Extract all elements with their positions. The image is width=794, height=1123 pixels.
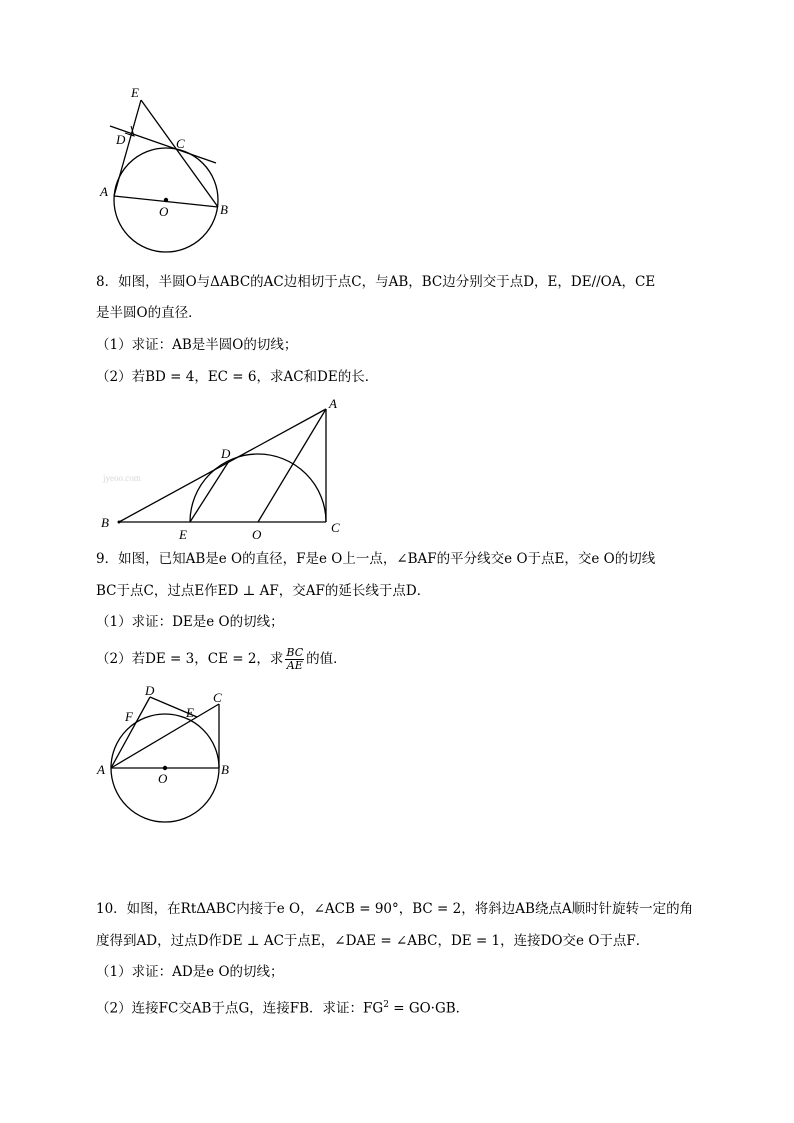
figure-1-label-b: B bbox=[220, 202, 228, 217]
figure-1-label-d: D bbox=[116, 132, 126, 147]
figure-q9-label-o: O bbox=[158, 771, 168, 786]
q9-fraction-denominator: AE bbox=[286, 659, 303, 672]
figure-1-line-eb bbox=[141, 100, 218, 207]
q9-fraction bbox=[285, 647, 304, 672]
figure-q8-label-e: E bbox=[179, 527, 187, 542]
q10-sub2-suffix: = GO·GB． bbox=[388, 1000, 470, 1017]
figure-q9-label-a: A bbox=[97, 762, 105, 777]
q8-sub1: （1）求证：AB是半圆O的切线； bbox=[96, 337, 298, 353]
figure-q8-label-o: O bbox=[252, 527, 262, 542]
figure-q9-line-ad bbox=[111, 697, 150, 768]
figure-1-label-e: E bbox=[131, 85, 139, 100]
q8-line1: 8．如图，半圆O与ΔABC的AC边相切于点C，与AB，BC边分别交于点D，E，DE//OA，CE bbox=[96, 274, 656, 290]
figure-q8-point-b bbox=[118, 521, 121, 524]
figure-1-center-dot bbox=[164, 198, 168, 202]
figure-1-label-a: A bbox=[100, 184, 108, 199]
figure-q8-line-oa bbox=[258, 409, 326, 522]
figure-q8-line-ed bbox=[190, 461, 229, 522]
figure-1 bbox=[90, 80, 230, 260]
q8-sub2: （2）若BD = 4，EC = 6，求AC和DE的长． bbox=[96, 369, 379, 385]
figure-q9-label-d: D bbox=[145, 683, 155, 698]
figure-q8-semicircle bbox=[190, 454, 326, 522]
q10-sub1: （1）求证：AD是e O的切线； bbox=[96, 964, 284, 980]
q10-sub2 bbox=[96, 996, 469, 1018]
figure-q9-label-c: C bbox=[213, 690, 222, 705]
q9-fraction-numerator: BC bbox=[286, 646, 304, 659]
q8-line2: 是半圆O的直径． bbox=[96, 305, 202, 321]
q9-line2: BC于点C，过点E作ED ⊥ AF，交AF的延长线于点D． bbox=[96, 583, 431, 599]
q10-line2: 度得到AD，过点D作DE ⊥ AC于点E，∠DAE = ∠ABC，DE = 1，连接DO交e O于点F． bbox=[96, 933, 650, 949]
figure-1-label-o: O bbox=[159, 204, 169, 219]
q9-sub1: （1）求证：DE是e O的切线； bbox=[96, 614, 284, 630]
q10-sub2-superscript: 2 bbox=[383, 1000, 389, 1010]
figure-q8-label-a: A bbox=[329, 396, 337, 411]
figure-q8-label-c: C bbox=[331, 520, 340, 535]
figure-q8-watermark: jyeoo.com bbox=[103, 473, 141, 483]
figure-q9-center-dot bbox=[163, 766, 167, 770]
figure-q9-label-f: F bbox=[125, 709, 133, 724]
q9-line1: 9．如图，已知AB是e O的直径，F是e O上一点，∠BAF的平分线交e O于点E，交e O的切线 bbox=[96, 551, 656, 567]
figure-q9 bbox=[92, 680, 252, 828]
figure-q9-label-b: B bbox=[221, 762, 229, 777]
q9-sub2 bbox=[96, 643, 347, 675]
figure-q9-label-e: E bbox=[186, 705, 194, 720]
figure-q8-label-d: D bbox=[221, 446, 231, 461]
figure-q8-label-b: B bbox=[101, 515, 109, 530]
q10-sub2-prefix: （2）连接FC交AB于点G，连接FB．求证：FG bbox=[96, 1000, 384, 1017]
q10-line1: 10．如图，在RtΔABC内接于e O，∠ACB = 90°，BC = 2，将斜边AB绕点A顺时针旋转一定的角 bbox=[96, 901, 694, 917]
q9-sub2-suffix: 的值． bbox=[306, 651, 347, 667]
figure-1-label-c: C bbox=[176, 136, 185, 151]
q9-sub2-prefix: （2）若DE = 3，CE = 2，求 bbox=[96, 651, 284, 667]
figure-q8 bbox=[95, 395, 355, 543]
figure-1-line-ae bbox=[114, 100, 141, 196]
